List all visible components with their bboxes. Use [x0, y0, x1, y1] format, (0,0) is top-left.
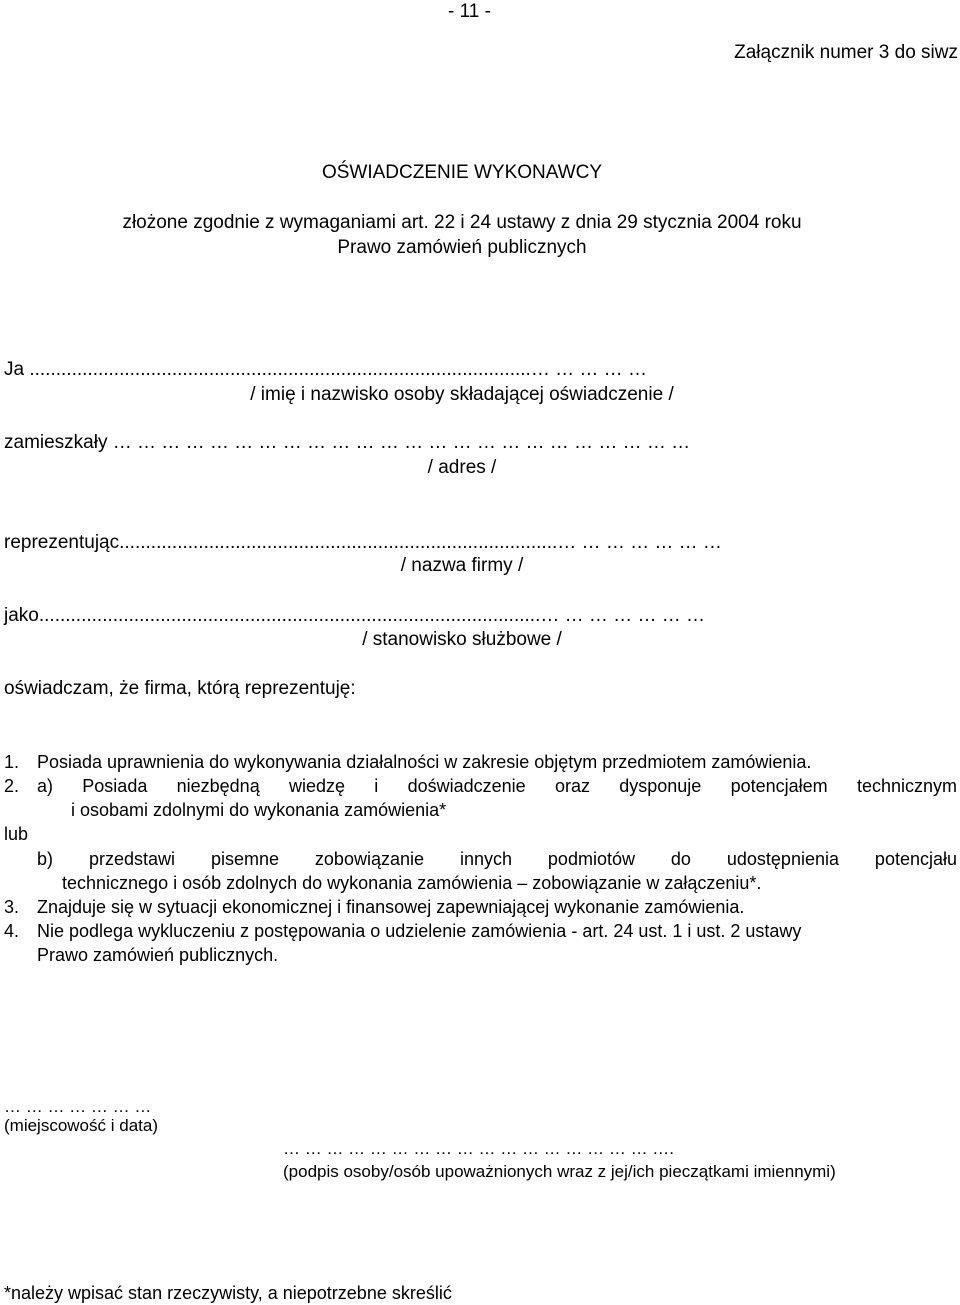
or-label: lub: [4, 824, 29, 844]
item-3-text: Znajduje się w sytuacji ekonomicznej i finansowej zapewniającej wykonanie zamówienia.: [37, 897, 745, 917]
item-4-line2: Prawo zamówień publicznych.: [37, 945, 279, 965]
document-subtitle-line2: Prawo zamówień publicznych: [337, 237, 587, 258]
declaration-intro: oświadczam, że firma, którą reprezentuję:: [4, 678, 356, 699]
address-field[interactable]: zamieszkały … … … … … … … … … … … … … … … … … … … … … … … …: [4, 432, 691, 453]
place-date-field[interactable]: … … … … … … …: [4, 1097, 152, 1116]
item-2a-line1: a) Posiada niezbędną wiedzę i doświadczenie oraz dysponuje potencjałem technicznym: [37, 776, 957, 796]
footnote: *należy wpisać stan rzeczywisty, a niepotrzebne skreślić: [4, 1283, 452, 1303]
item-4-number: 4.: [4, 921, 20, 941]
item-2b-line1: b) przedstawi pisemne zobowiązanie innych podmiotów do udostępnienia potencjału: [37, 849, 957, 869]
item-1-text: Posiada uprawnienia do wykonywania działalności w zakresie objętym przedmiotem zamówienia.: [37, 752, 812, 772]
position-field[interactable]: jako...............................................................................................… … … … … … …: [4, 605, 706, 626]
name-field[interactable]: Ja ...............................................................................................… … … … …: [4, 359, 647, 380]
item-2-number: 2.: [4, 776, 20, 796]
item-2a-line2: i osobami zdolnymi do wykonania zamówienia*: [71, 800, 447, 820]
signature-caption: (podpis osoby/osób upoważnionych wraz z jej/ich pieczątkami imiennymi): [283, 1162, 836, 1181]
document-subtitle-line1: złożone zgodnie z wymaganiami art. 22 i 24 ustawy z dnia 29 stycznia 2004 roku: [122, 212, 802, 233]
company-caption: / nazwa firmy /: [400, 555, 524, 576]
company-field[interactable]: reprezentując...................................................................................… … … … … … …: [4, 532, 722, 553]
item-4-line1: Nie podlega wykluczeniu z postępowania o udzielenie zamówienia - art. 24 ust. 1 i ust. 2 ustawy: [37, 921, 802, 941]
signature-field[interactable]: … … … … … … … … … … … … … … … … … ….: [283, 1139, 675, 1158]
item-1-number: 1.: [4, 752, 20, 772]
name-caption: / imię i nazwisko osoby składającej oświadczenie /: [250, 384, 674, 405]
place-date-caption: (miejscowość i data): [4, 1116, 158, 1135]
document-title: OŚWIADCZENIE WYKONAWCY: [321, 162, 603, 183]
page-number: - 11 -: [448, 1, 491, 22]
address-caption: / adres /: [427, 457, 497, 478]
item-2b-line2: technicznego i osób zdolnych do wykonania zamówienia – zobowiązanie w załączeniu*.: [62, 873, 762, 893]
item-3-number: 3.: [4, 897, 20, 917]
attachment-label: Załącznik numer 3 do siwz: [734, 42, 958, 63]
position-caption: / stanowisko służbowe /: [362, 629, 562, 650]
